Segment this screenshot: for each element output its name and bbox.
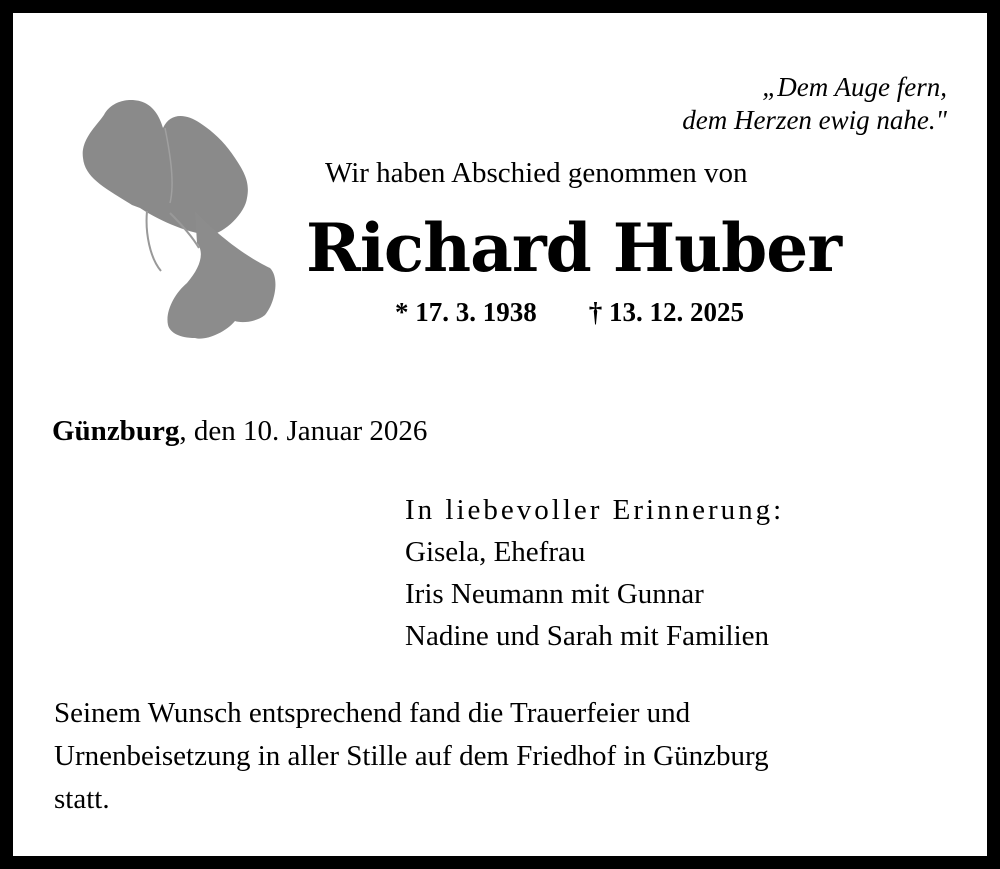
date: , den 10. Januar 2026	[179, 415, 428, 447]
deceased-name: Richard Huber	[306, 209, 842, 287]
mourners-block	[405, 489, 784, 657]
mourner-line: Gisela, Ehefrau	[405, 536, 586, 568]
death-date: † 13. 12. 2025	[588, 297, 744, 327]
place-date	[52, 415, 427, 448]
quote-line: „Dem Auge fern,	[762, 72, 947, 102]
closing-paragraph	[54, 692, 769, 821]
closing-line: statt.	[54, 783, 110, 815]
mourner-line: Iris Neumann mit Gunnar	[405, 578, 704, 610]
closing-line: Seinem Wunsch entsprechend fand die Trauerfeier und	[54, 697, 691, 729]
quote-line: dem Herzen ewig nahe."	[682, 105, 947, 135]
closing-line: Urnenbeisetzung in aller Stille auf dem Friedhof in Günzburg	[54, 740, 769, 772]
ginkgo-leaves-image	[75, 83, 285, 348]
quote	[682, 71, 947, 137]
intro-text: Wir haben Abschied genommen von	[325, 157, 748, 189]
mourners-heading: In liebevoller Erinnerung:	[405, 494, 785, 526]
obituary-card	[13, 13, 987, 856]
life-dates	[395, 297, 744, 328]
city: Günzburg	[52, 415, 180, 447]
birth-date: * 17. 3. 1938	[395, 297, 537, 327]
mourner-line: Nadine und Sarah mit Familien	[405, 620, 770, 652]
